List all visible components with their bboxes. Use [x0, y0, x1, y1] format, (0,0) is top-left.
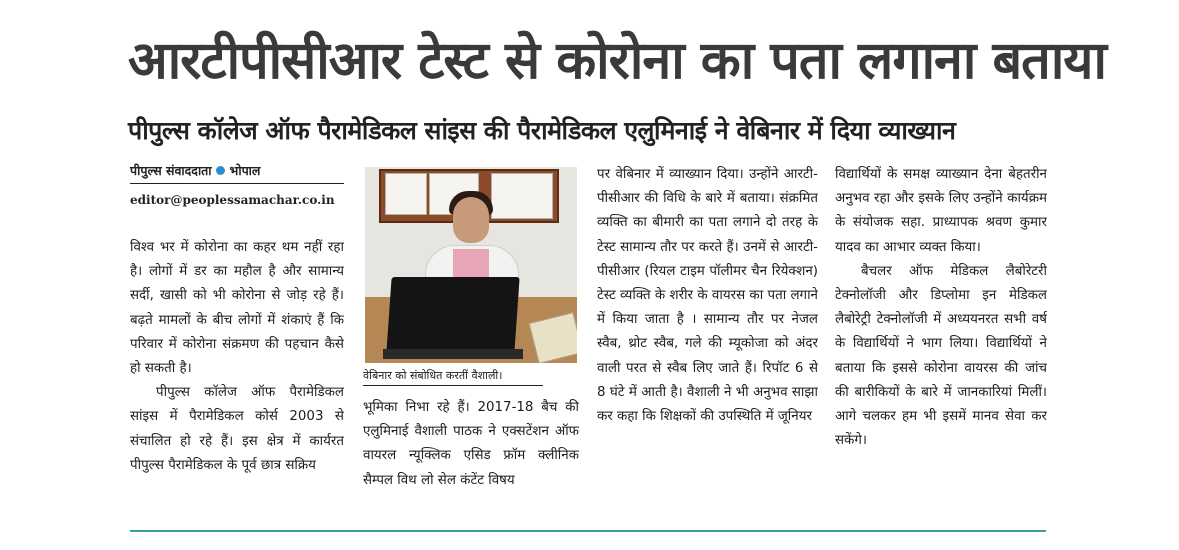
photo-person-face — [453, 197, 489, 243]
article-paragraph: विद्यार्थियों के समक्ष व्याख्यान देना बेहतरीन अनुभव रहा और इसके लिए उन्होंने कार्यक्रम के संयोजक सहा. प्राध्यापक श्रवण कुमार यादव का आभार व्यक्त किया। — [835, 167, 1047, 255]
photo-laptop-base — [383, 349, 523, 359]
article-paragraph: भूमिका निभा रहे हैं। 2017-18 बैच की एलुमिनाई वैशाली पाठक ने एक्सटेंशन ऑफ वायरल न्यूक्लिक एसिड फ्रॉम क्लीनिक सैम्पल विथ लो सेल कंटेंट विषय — [363, 400, 579, 488]
article-paragraph: पीपुल्स कॉलेज ऑफ पैरामेडिकल सांइस में पैरामेडिकल कोर्स 2003 से संचालित हो रहे हैं। इस क्षेत्र में कार्यरत पीपुल्स पैरामेडिकल के पूर्व छात्र सक्रिय — [130, 385, 344, 473]
article-paragraph: पर वेबिनार में व्याख्यान दिया। उन्होंने आरटी-पीसीआर की विधि के बारे में बताया। संक्रमित व्यक्ति का बीमारी का पता लगाने दो तरह के टेस्ट सामान्य तौर पर करते हैं। उनमें से आरटी-पीसीआर (रियल टाइम पॉलीमर चैन रियेक्शन) टेस्ट व्यक्ति के शरीर के वायरस का पता लगाने में किया जाता है । सामान्य तौर पर नेजल स्वैब, थ्रोट स्वैब, गले की म्यूकोजा को अंदर वाली परत से स्वैब लिए जाते हैं। रिपॉट 6 से 8 घंटे में आती है। वैशाली ने भी अनुभव साझा कर कहा कि शिक्षकों की उपस्थिति में जूनियर — [597, 167, 818, 425]
byline — [130, 159, 344, 184]
bottom-divider — [130, 530, 1046, 532]
photo-notice-paper — [385, 173, 427, 215]
article-column-4 — [835, 163, 1047, 513]
article-column-1 — [130, 236, 344, 512]
article-paragraph: विश्व भर में कोरोना का कहर थम नहीं रहा है। लोगों में डर का महौल है और सामान्य सर्दी, खासी को भी कोरोना से जोड़ रहे हैं। बढ़ते मामलों के बीच लोगों में शंकाएं हैं कि परिवार में कोरोना संक्रमण की पहचान कैसे हो सकती है। — [130, 240, 344, 377]
article-column-2 — [363, 396, 579, 516]
reporter-name: पीपुल्स संवाददाता — [130, 163, 212, 178]
editor-email: editor@peoplessamachar.co.in — [130, 193, 335, 207]
photo-caption: वेबिनार को संबोधित करतीं वैशाली। — [363, 367, 543, 386]
photo-notice-paper — [491, 173, 553, 219]
article-photo — [365, 167, 577, 363]
dateline-location: भोपाल — [229, 163, 261, 178]
location-dot-icon — [216, 166, 225, 175]
subheadline: पीपुल्स कॉलेज ऑफ पैरामेडिकल सांइस की पैरामेडिकल एलुमिनाई ने वेबिनार में दिया व्याख्यान — [128, 116, 956, 145]
headline: आरटीपीसीआर टेस्ट से कोरोना का पता लगाना बताया — [128, 31, 1106, 91]
article-column-3 — [597, 163, 818, 513]
article-paragraph: बैचलर ऑफ मेडिकल लैबोरेटरी टेक्नोलॉजी और डिप्लोमा इन मेडिकल लैबोरेट्री टेक्नोलॉजी में अध्ययनरत सभी वर्ष के विद्यार्थियों ने भाग लिया। विद्यार्थियों ने बताया कि इससे कोरोना वायरस की जांच की बारीकियों के बारे में जानकारियां मिलीं। आगे चलकर हम भी इसमें मानव सेवा कर सकेंगे। — [835, 263, 1047, 449]
photo-laptop — [386, 277, 519, 353]
